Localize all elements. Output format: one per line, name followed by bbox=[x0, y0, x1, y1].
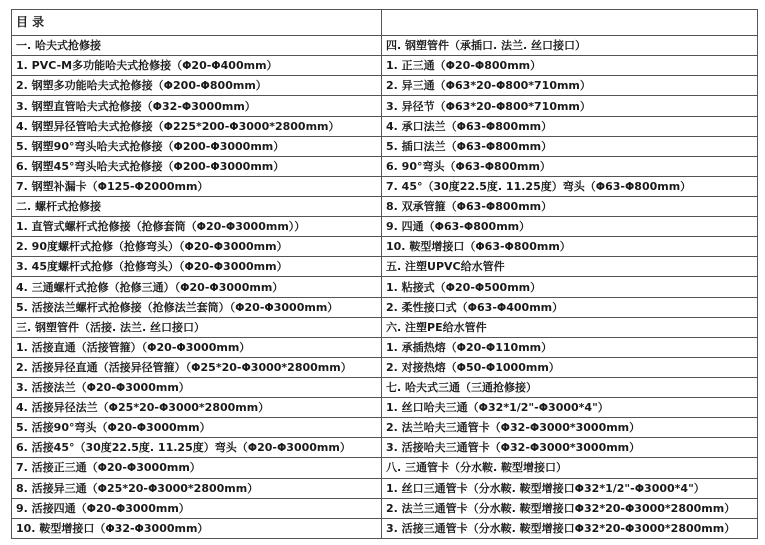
table-row bbox=[12, 176, 758, 196]
left-column-cell: 5. 活接90°弯头（Φ20-Φ3000mm） bbox=[12, 418, 382, 438]
left-column-cell: 8. 活接异三通（Φ25*20-Φ3000*2800mm） bbox=[12, 478, 382, 498]
left-column-cell: 三. 钢塑管件（活接. 法兰. 丝口接口） bbox=[12, 317, 382, 337]
table-row bbox=[12, 398, 758, 418]
table-row bbox=[12, 257, 758, 277]
left-column-cell: 2. 钢塑多功能哈夫式抢修接（Φ200-Φ800mm） bbox=[12, 76, 382, 96]
right-column-cell: 10. 鞍型增接口（Φ63-Φ800mm） bbox=[382, 237, 758, 257]
left-column-cell: 3. 45度螺杆式抢修（抢修弯头）（Φ20-Φ3000mm） bbox=[12, 257, 382, 277]
table-row bbox=[12, 56, 758, 76]
right-column-cell: 1. 粘接式（Φ20-Φ500mm） bbox=[382, 277, 758, 297]
left-column-cell: 一. 哈夫式抢修接 bbox=[12, 36, 382, 56]
right-column-cell: 2. 对接热熔（Φ50-Φ1000mm） bbox=[382, 357, 758, 377]
table-header-row bbox=[12, 10, 758, 36]
table-row bbox=[12, 438, 758, 458]
right-column-cell: 3. 活接三通管卡（分水鞍. 鞍型增接口Φ32*20-Φ3000*2800mm） bbox=[382, 518, 758, 538]
right-column-cell: 1. 承插热熔（Φ20-Φ110mm） bbox=[382, 337, 758, 357]
table-row bbox=[12, 498, 758, 518]
table-row bbox=[12, 277, 758, 297]
table-row bbox=[12, 337, 758, 357]
table-row bbox=[12, 76, 758, 96]
table-row bbox=[12, 136, 758, 156]
table-row bbox=[12, 36, 758, 56]
table-row bbox=[12, 96, 758, 116]
left-column-cell: 2. 活接异径直通（活接异径管箍）（Φ25*20-Φ3000*2800mm） bbox=[12, 357, 382, 377]
right-column-cell: 1. 丝口哈夫三通（Φ32*1/2"-Φ3000*4"） bbox=[382, 398, 758, 418]
left-column-cell: 7. 活接正三通（Φ20-Φ3000mm） bbox=[12, 458, 382, 478]
right-column-cell: 四. 钢塑管件（承插口. 法兰. 丝口接口） bbox=[382, 36, 758, 56]
right-column-cell: 六. 注塑PE给水管件 bbox=[382, 317, 758, 337]
table-row bbox=[12, 116, 758, 136]
catalog-table bbox=[11, 9, 758, 539]
table-row bbox=[12, 217, 758, 237]
table-row bbox=[12, 518, 758, 538]
right-column-cell: 七. 哈夫式三通（三通抢修接） bbox=[382, 378, 758, 398]
table-row bbox=[12, 357, 758, 377]
left-column-cell: 2. 90度螺杆式抢修（抢修弯头）（Φ20-Φ3000mm） bbox=[12, 237, 382, 257]
right-column-cell: 8. 双承管箍（Φ63-Φ800mm） bbox=[382, 197, 758, 217]
right-column-cell: 4. 承口法兰（Φ63-Φ800mm） bbox=[382, 116, 758, 136]
table-row bbox=[12, 317, 758, 337]
right-column-cell: 6. 90°弯头（Φ63-Φ800mm） bbox=[382, 156, 758, 176]
right-column-cell: 3. 活接哈夫三通管卡（Φ32-Φ3000*3000mm） bbox=[382, 438, 758, 458]
right-column-cell: 五. 注塑UPVC给水管件 bbox=[382, 257, 758, 277]
left-column-cell: 1. PVC-M多功能哈夫式抢修接（Φ20-Φ400mm） bbox=[12, 56, 382, 76]
left-column-cell: 二. 螺杆式抢修接 bbox=[12, 197, 382, 217]
table-row bbox=[12, 197, 758, 217]
right-column-cell: 3. 异径节（Φ63*20-Φ800*710mm） bbox=[382, 96, 758, 116]
table-row bbox=[12, 478, 758, 498]
right-column-cell: 2. 法兰三通管卡（分水鞍. 鞍型增接口Φ32*20-Φ3000*2800mm） bbox=[382, 498, 758, 518]
catalog-title-blank bbox=[382, 10, 758, 36]
right-column-cell: 5. 插口法兰（Φ63-Φ800mm） bbox=[382, 136, 758, 156]
left-column-cell: 5. 活接法兰螺杆式抢修接（抢修法兰套筒）（Φ20-Φ3000mm） bbox=[12, 297, 382, 317]
table-row bbox=[12, 378, 758, 398]
left-column-cell: 4. 钢塑异径管哈夫式抢修接（Φ225*200-Φ3000*2800mm） bbox=[12, 116, 382, 136]
table-row bbox=[12, 237, 758, 257]
right-column-cell: 八. 三通管卡（分水鞍. 鞍型增接口） bbox=[382, 458, 758, 478]
table-row bbox=[12, 418, 758, 438]
left-column-cell: 3. 活接法兰（Φ20-Φ3000mm） bbox=[12, 378, 382, 398]
left-column-cell: 3. 钢塑直管哈夫式抢修接（Φ32-Φ3000mm） bbox=[12, 96, 382, 116]
left-column-cell: 6. 活接45°（30度22.5度. 11.25度）弯头（Φ20-Φ3000mm） bbox=[12, 438, 382, 458]
table-row bbox=[12, 156, 758, 176]
catalog-title: 目 录 bbox=[12, 10, 382, 36]
left-column-cell: 10. 鞍型增接口（Φ32-Φ3000mm） bbox=[12, 518, 382, 538]
left-column-cell: 1. 直管式螺杆式抢修接（抢修套筒（Φ20-Φ3000mm）） bbox=[12, 217, 382, 237]
left-column-cell: 5. 钢塑90°弯头哈夫式抢修接（Φ200-Φ3000mm） bbox=[12, 136, 382, 156]
right-column-cell: 1. 丝口三通管卡（分水鞍. 鞍型增接口Φ32*1/2"-Φ3000*4"） bbox=[382, 478, 758, 498]
right-column-cell: 1. 正三通（Φ20-Φ800mm） bbox=[382, 56, 758, 76]
left-column-cell: 7. 钢塑补漏卡（Φ125-Φ2000mm） bbox=[12, 176, 382, 196]
left-column-cell: 9. 活接四通（Φ20-Φ3000mm） bbox=[12, 498, 382, 518]
right-column-cell: 9. 四通（Φ63-Φ800mm） bbox=[382, 217, 758, 237]
table-row bbox=[12, 458, 758, 478]
right-column-cell: 2. 柔性接口式（Φ63-Φ400mm） bbox=[382, 297, 758, 317]
right-column-cell: 7. 45°（30度22.5度. 11.25度）弯头（Φ63-Φ800mm） bbox=[382, 176, 758, 196]
table-row bbox=[12, 297, 758, 317]
left-column-cell: 6. 钢塑45°弯头哈夫式抢修接（Φ200-Φ3000mm） bbox=[12, 156, 382, 176]
right-column-cell: 2. 异三通（Φ63*20-Φ800*710mm） bbox=[382, 76, 758, 96]
right-column-cell: 2. 法兰哈夫三通管卡（Φ32-Φ3000*3000mm） bbox=[382, 418, 758, 438]
left-column-cell: 4. 活接异径法兰（Φ25*20-Φ3000*2800mm） bbox=[12, 398, 382, 418]
left-column-cell: 1. 活接直通（活接管箍）（Φ20-Φ3000mm） bbox=[12, 337, 382, 357]
left-column-cell: 4. 三通螺杆式抢修（抢修三通）（Φ20-Φ3000mm） bbox=[12, 277, 382, 297]
